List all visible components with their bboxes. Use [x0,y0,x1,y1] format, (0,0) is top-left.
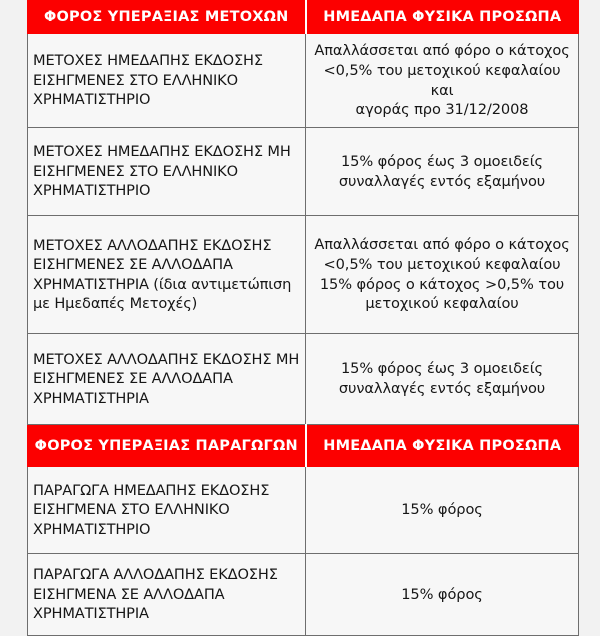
value-line: <0,5% του μετοχικού κεφαλαίου και [323,61,561,99]
description-line: ΜΕΤΟΧΕΣ ΗΜΕΔΑΠΗΣ ΕΚΔΟΣΗΣ ΜΗ [33,143,291,161]
value-line: 15% φόρος [401,585,483,603]
row-description [28,554,306,636]
description-line: με Ημεδαπές Μετοχές) [33,294,198,312]
value-line: Απαλλάσσεται από φόρο ο κάτοχος [314,42,570,60]
row-description [28,216,306,334]
value-line: 15% φόρος [401,501,483,519]
description-line: ΕΙΣΗΓΜΕΝΕΣ ΣΕ ΑΛΛΟΔΑΠΑ [33,256,233,274]
section-header-shares-title: ΦΟΡΟΣ ΥΠΕΡΑΞΙΑΣ ΜΕΤΟΧΩΝ [28,1,306,34]
row-value [306,554,579,636]
description-line: ΧΡΗΜΑΤΙΣΤΗΡΙΑ (ίδια αντιμετώπιση [33,275,292,293]
capital-gains-tax-table [27,0,579,636]
description-line: ΜΕΤΟΧΕΣ ΗΜΕΔΑΠΗΣ ΕΚΔΟΣΗΣ [33,52,263,70]
description-line: ΧΡΗΜΑΤΙΣΤΗΡΙΟ [33,520,151,538]
description-line: ΕΙΣΗΓΜΕΝΕΣ ΣΤΟ ΕΛΛΗΝΙΚΟ [33,71,238,89]
table-row [28,467,579,554]
table-row [28,128,579,216]
section-header-row-shares [28,1,579,34]
value-line: 15% φόρος έως 3 ομοειδείς [340,360,544,378]
value-line: 15% φόρος ο κάτοχος >0,5% του [319,275,565,293]
row-description [28,334,306,425]
description-line: ΕΙΣΗΓΜΕΝΑ ΣΕ ΑΛΛΟΔΑΠΑ [33,585,225,603]
table-row [28,34,579,128]
description-line: ΧΡΗΜΑΤΙΣΤΗΡΙΑ [33,605,149,623]
description-line: ΜΕΤΟΧΕΣ ΑΛΛΟΔΑΠΗΣ ΕΚΔΟΣΗΣ ΜΗ [33,350,300,368]
value-line: αγοράς προ 31/12/2008 [355,101,529,119]
description-line: ΠΑΡΑΓΩΓΑ ΑΛΛΟΔΑΠΗΣ ΕΚΔΟΣΗΣ [33,566,278,584]
table-row [28,334,579,425]
description-line: ΧΡΗΜΑΤΙΣΤΗΡΙΟ [33,91,151,109]
section-header-row-derivatives [28,425,579,467]
row-value [306,216,579,334]
section-header-derivatives-subject: ΗΜΕΔΑΠΑ ΦΥΣΙΚΑ ΠΡΟΣΩΠΑ [306,425,579,467]
description-line: ΧΡΗΜΑΤΙΣΤΗΡΙΑ [33,389,149,407]
value-line: <0,5% του μετοχικού κεφαλαίου [323,255,561,273]
value-line: Απαλλάσσεται από φόρο ο κάτοχος [314,236,570,254]
value-line: 15% φόρος έως 3 ομοειδείς [340,152,544,170]
row-value [306,128,579,216]
row-description [28,128,306,216]
row-value [306,334,579,425]
value-line: μετοχικού κεφαλαίου [365,295,519,313]
row-description [28,467,306,554]
description-line: ΠΑΡΑΓΩΓΑ ΗΜΕΔΑΠΗΣ ΕΚΔΟΣΗΣ [33,481,270,499]
section-header-derivatives-title: ΦΟΡΟΣ ΥΠΕΡΑΞΙΑΣ ΠΑΡΑΓΩΓΩΝ [28,425,306,467]
description-line: ΕΙΣΗΓΜΕΝΕΣ ΣΕ ΑΛΛΟΔΑΠΑ [33,370,233,388]
row-value [306,34,579,128]
description-line: ΧΡΗΜΑΤΙΣΤΗΡΙΟ [33,182,151,200]
value-line: συναλλαγές εντός εξαμήνου [338,380,546,397]
description-line: ΕΙΣΗΓΜΕΝΕΣ ΣΤΟ ΕΛΛΗΝΙΚΟ [33,162,238,180]
description-line: ΜΕΤΟΧΕΣ ΑΛΛΟΔΑΠΗΣ ΕΚΔΟΣΗΣ [33,236,272,254]
value-line: συναλλαγές εντός εξαμήνου [338,172,546,190]
section-header-shares-subject: ΗΜΕΔΑΠΑ ΦΥΣΙΚΑ ΠΡΟΣΩΠΑ [306,1,579,34]
row-value [306,467,579,554]
table-row [28,216,579,334]
table-row [28,554,579,636]
description-line: ΕΙΣΗΓΜΕΝΑ ΣΤΟ ΕΛΛΗΝΙΚΟ [33,501,230,519]
row-description [28,34,306,128]
